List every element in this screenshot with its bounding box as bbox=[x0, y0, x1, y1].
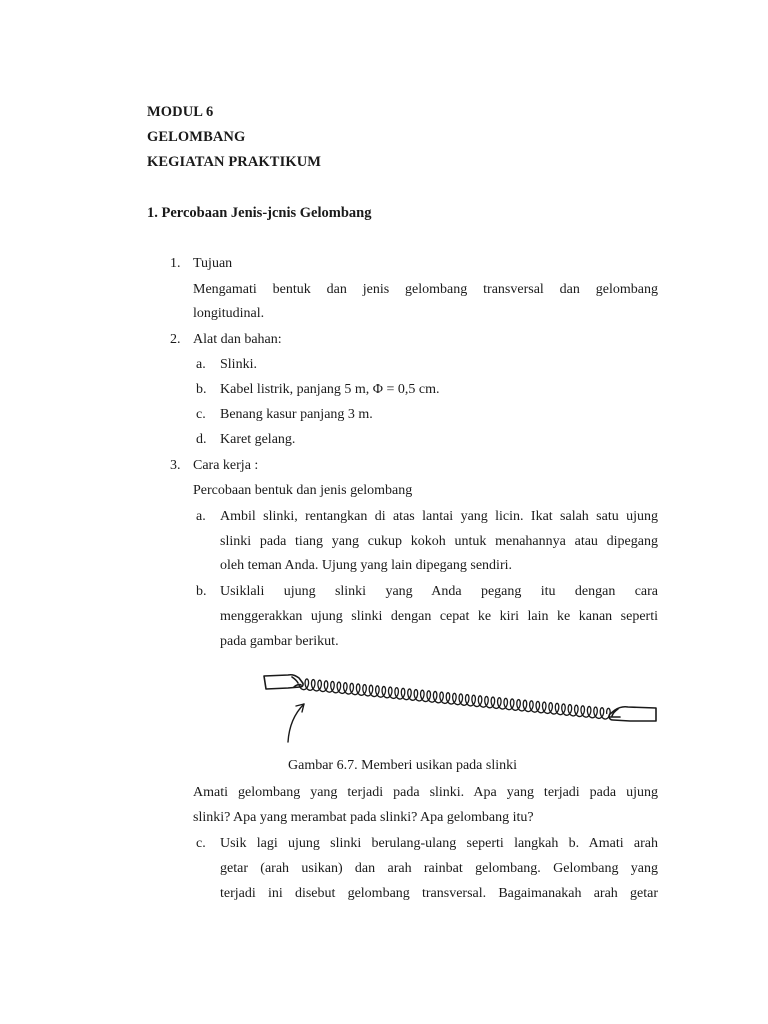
tujuan-text-line2: longitudinal. bbox=[193, 306, 265, 321]
cara-b-letter: b. bbox=[196, 584, 207, 599]
section-title: 1. Percobaan Jenis-jcnis Gelombang bbox=[147, 205, 372, 221]
tujuan-label: Tujuan bbox=[193, 256, 233, 271]
alat-a-text: Slinki. bbox=[220, 357, 257, 372]
item-number-1: 1. bbox=[170, 256, 181, 271]
cara-a-line2: slinki pada tiang yang cukup kokoh untuk menahannya atau dipegang bbox=[220, 534, 658, 549]
cara-a-line1: Ambil slinki, rentangkan di atas lantai yang licin. Ikat salah satu ujung bbox=[220, 509, 658, 524]
observation-line2: slinki? Apa yang merambat pada slinki? Apa gelombang itu? bbox=[193, 810, 534, 825]
cara-intro: Percobaan bentuk dan jenis gelombang bbox=[193, 483, 413, 498]
alat-c-text: Benang kasur panjang 3 m. bbox=[220, 407, 373, 422]
alat-d-letter: d. bbox=[196, 432, 207, 447]
cara-b-line3: pada gambar berikut. bbox=[220, 634, 339, 649]
alat-a-letter: a. bbox=[196, 357, 206, 372]
observation-line1: Amati gelombang yang terjadi pada slinki. Apa yang terjadi pada ujung bbox=[193, 785, 658, 800]
alat-c-letter: c. bbox=[196, 407, 206, 422]
figure-caption: Gambar 6.7. Memberi usikan pada slinki bbox=[288, 758, 518, 773]
topic-title: GELOMBANG bbox=[147, 129, 246, 145]
module-title: MODUL 6 bbox=[147, 104, 214, 120]
alat-d-text: Karet gelang. bbox=[220, 432, 296, 447]
alat-b-letter: b. bbox=[196, 382, 207, 397]
left-hand-icon bbox=[264, 675, 303, 689]
cara-c-letter: c. bbox=[196, 836, 206, 851]
cara-a-line3: oleh teman Anda. Ujung yang lain dipegang sendiri. bbox=[220, 558, 512, 573]
cara-c-line3: terjadi ini disebut gelombang transversal. Bagaimanakah arah getar bbox=[220, 886, 658, 901]
tujuan-text-line1: Mengamati bentuk dan jenis gelombang transversal dan gelombang bbox=[193, 282, 658, 297]
slinky-figure bbox=[258, 664, 663, 744]
item-number-3: 3. bbox=[170, 458, 181, 473]
cara-b-line2: menggerakkan ujung slinki dengan cepat ke kiri lain ke kanan seperti bbox=[220, 609, 658, 624]
shake-arrow-icon bbox=[288, 704, 304, 742]
right-hand-icon bbox=[609, 707, 656, 721]
cara-label: Cara kerja : bbox=[193, 458, 259, 473]
slinky-coil bbox=[299, 679, 610, 719]
cara-c-line2: getar (arah usikan) dan arah rainbat gelombang. Gelombang yang bbox=[220, 861, 658, 876]
cara-b-line1: Usiklali ujung slinki yang Anda pegang itu dengan cara bbox=[220, 584, 658, 599]
cara-c-line1: Usik lagi ujung slinki berulang-ulang seperti langkah b. Amati arah bbox=[220, 836, 658, 851]
item-number-2: 2. bbox=[170, 332, 181, 347]
alat-label: Alat dan bahan: bbox=[193, 332, 282, 347]
alat-b-text: Kabel listrik, panjang 5 m, Φ = 0,5 cm. bbox=[220, 382, 440, 397]
cara-a-letter: a. bbox=[196, 509, 206, 524]
activity-title: KEGIATAN PRAKTIKUM bbox=[147, 154, 322, 170]
